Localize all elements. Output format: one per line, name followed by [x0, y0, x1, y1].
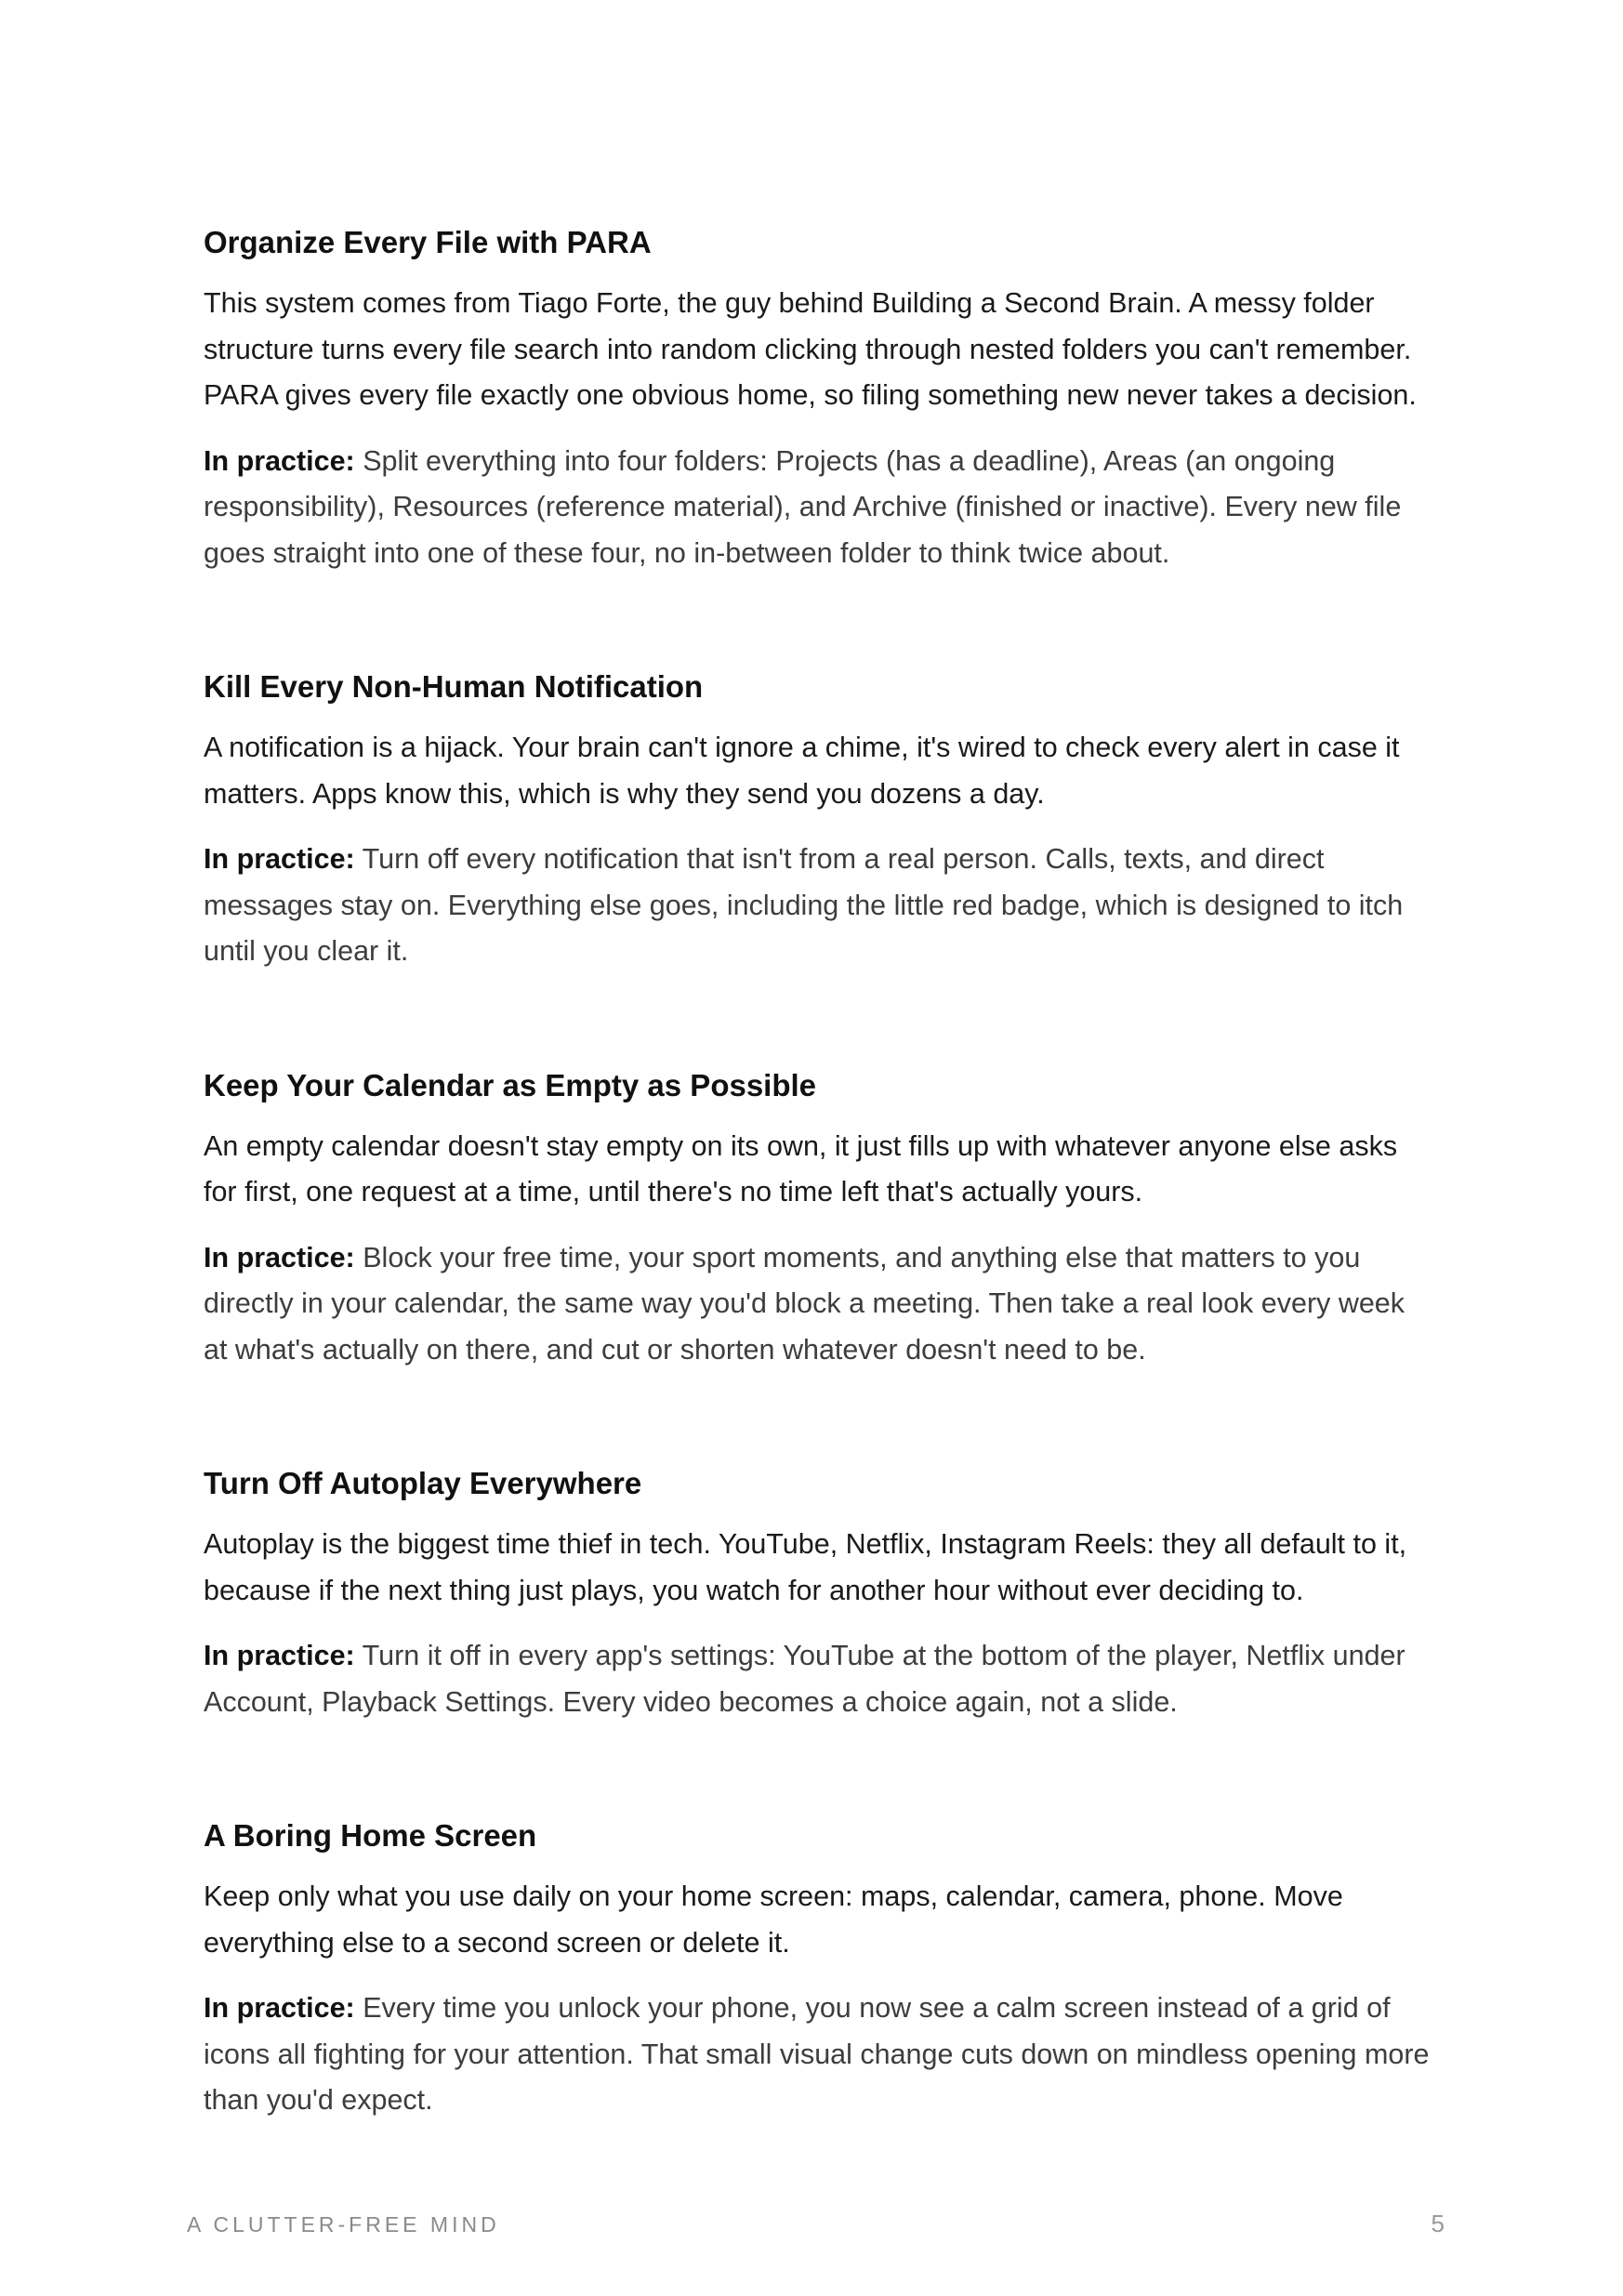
section-calendar: [204, 1062, 1431, 1374]
section-practice: [204, 837, 1431, 975]
section-body: A notification is a hijack. Your brain can't ignore a chime, it's wired to check every alert in case it matters. Apps know this, which is why they send you dozens a day.: [204, 732, 1400, 810]
section-title: Kill Every Non-Human Notification: [204, 669, 704, 704]
section-body: Autoplay is the biggest time thief in tech. YouTube, Netflix, Instagram Reels: they all default to it, because if the next thing just plays, you watch for another hour without ever deciding to.: [204, 1528, 1407, 1606]
section-title: A Boring Home Screen: [204, 1818, 537, 1853]
section-practice: [204, 1633, 1431, 1725]
section-practice: [204, 1986, 1431, 2124]
footer-page-number: 5: [1431, 2210, 1445, 2237]
practice-text: Split everything into four folders: Projects (has a deadline), Areas (an ongoing responsibility), Resources (reference material), and Archive (finished or inactive). Every new file goes straight into one of these four, no in-between folder to think twice about.: [204, 444, 1402, 569]
practice-text: Block your free time, your sport moments, and anything else that matters to you directly in your calendar, the same way you'd block a meeting. Then take a real look every week at what's actually on there, and cut or shorten whatever doesn't need to be.: [204, 1241, 1405, 1366]
practice-label: In practice:: [204, 1992, 355, 2024]
section-autoplay: [204, 1460, 1431, 1725]
section-title: Turn Off Autoplay Everywhere: [204, 1466, 642, 1500]
section-notifications: [204, 664, 1431, 975]
section-title: Organize Every File with PARA: [204, 225, 652, 259]
section-body: Keep only what you use daily on your home screen: maps, calendar, camera, phone. Move everything else to a second screen or delete it.: [204, 1880, 1343, 1959]
practice-label: In practice:: [204, 1241, 355, 1273]
practice-text: Turn off every notification that isn't from a real person. Calls, texts, and direct messages stay on. Everything else goes, including the little red badge, which is designed to itch until you clear it.: [204, 843, 1404, 967]
practice-text: Turn it off in every app's settings: YouTube at the bottom of the player, Netflix under Account, Playback Settings. Every video becomes a choice again, not a slide.: [204, 1640, 1405, 1718]
page-content: [204, 219, 1431, 2211]
section-practice: [204, 439, 1431, 577]
practice-label: In practice:: [204, 444, 355, 477]
section-para: [204, 219, 1431, 576]
footer-book-title: A CLUTTER-FREE MIND: [187, 2212, 500, 2237]
section-practice: [204, 1235, 1431, 1374]
practice-label: In practice:: [204, 1640, 355, 1671]
section-body: This system comes from Tiago Forte, the guy behind Building a Second Brain. A messy folder structure turns every file search into random clicking through nested folders you can't remember. PARA gives every file exactly one obvious home, so filing something new never takes a decision.: [204, 287, 1417, 411]
practice-text: Every time you unlock your phone, you now see a calm screen instead of a grid of icons all fighting for your attention. That small visual change cuts down on mindless opening more than you'd expect.: [204, 1992, 1430, 2116]
section-title: Keep Your Calendar as Empty as Possible: [204, 1067, 817, 1102]
section-home-screen: [204, 1813, 1431, 2124]
section-body: An empty calendar doesn't stay empty on its own, it just fills up with whatever anyone else asks for first, one request at a time, until there's no time left that's actually yours.: [204, 1129, 1398, 1207]
practice-label: In practice:: [204, 843, 355, 875]
